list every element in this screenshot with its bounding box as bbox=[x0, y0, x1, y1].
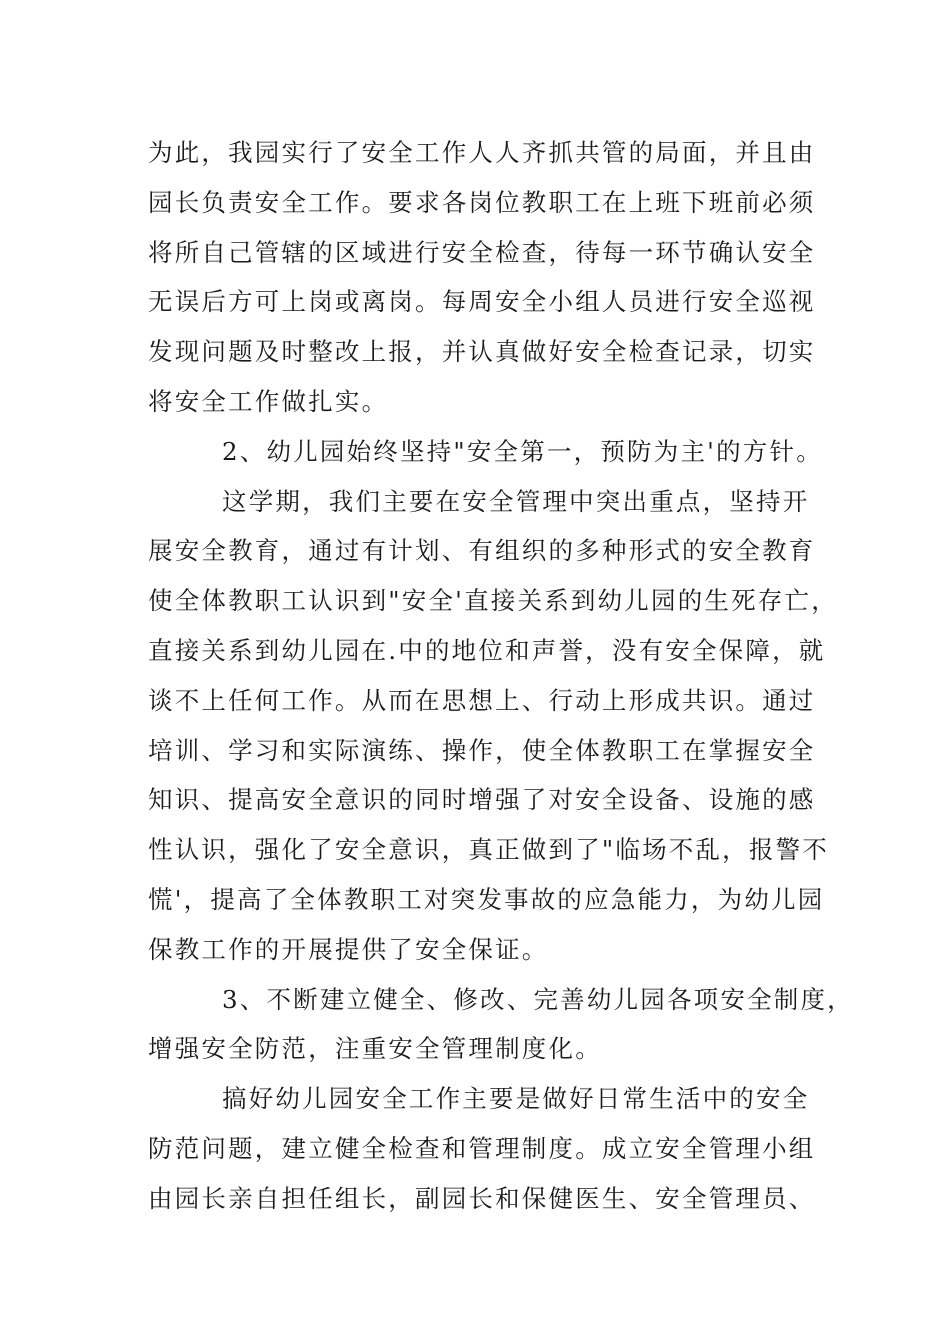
text-line-21: 防范问题，建立健全检查和管理制度。成立安全管理小组 bbox=[148, 1133, 816, 1163]
text-line-13: 培训、学习和实际演练、操作，使全体教职工在掌握安全 bbox=[148, 735, 816, 765]
text-line-6: 将安全工作做扎实。 bbox=[148, 386, 389, 416]
text-line-9: 展安全教育，通过有计划、有组织的多种形式的安全教育 bbox=[148, 536, 816, 566]
text-line-20: 搞好幼儿园安全工作主要是做好日常生活中的安全 bbox=[222, 1084, 810, 1114]
text-line-1: 为此，我园实行了安全工作人人齐抓共管的局面，并且由 bbox=[148, 138, 816, 167]
text-line-7: 2、幼儿园始终坚持"安全第一，预防为主'的方针。 bbox=[222, 436, 823, 466]
text-line-8: 这学期，我们主要在安全管理中突出重点，坚持开 bbox=[222, 486, 810, 516]
text-line-2: 园长负责安全工作。要求各岗位教职工在上班下班前必须 bbox=[148, 187, 816, 217]
text-line-5: 发现问题及时整改上报，并认真做好安全检查记录，切实 bbox=[148, 337, 816, 367]
text-line-14: 知识、提高安全意识的同时增强了对安全设备、设施的感 bbox=[148, 785, 816, 815]
text-line-10: 使全体教职工认识到"安全'直接关系到幼儿园的生死存亡， bbox=[148, 586, 838, 616]
text-line-18: 3、不断建立健全、修改、完善幼儿园各项安全制度， bbox=[222, 984, 854, 1014]
text-line-4: 无误后方可上岗或离岗。每周安全小组人员进行安全巡视 bbox=[148, 287, 816, 317]
text-line-15: 性认识，强化了安全意识，真正做到了"临场不乱，报警不 bbox=[148, 835, 829, 865]
text-line-19: 增强安全防范，注重安全管理制度化。 bbox=[148, 1034, 602, 1064]
text-line-17: 保教工作的开展提供了安全保证。 bbox=[148, 934, 549, 964]
text-line-11: 直接关系到幼儿园在.中的地位和声誉，没有安全保障，就 bbox=[148, 635, 826, 665]
text-line-22: 由园长亲自担任组长，副园长和保健医生、安全管理员、 bbox=[148, 1183, 816, 1213]
text-line-12: 谈不上任何工作。从而在思想上、行动上形成共识。通过 bbox=[148, 685, 816, 715]
text-line-3: 将所自己管辖的区域进行安全检查，待每一环节确认安全 bbox=[148, 237, 816, 267]
document-body bbox=[148, 128, 854, 1224]
text-line-16: 慌'，提高了全体教职工对突发事故的应急能力，为幼儿园 bbox=[148, 884, 825, 914]
